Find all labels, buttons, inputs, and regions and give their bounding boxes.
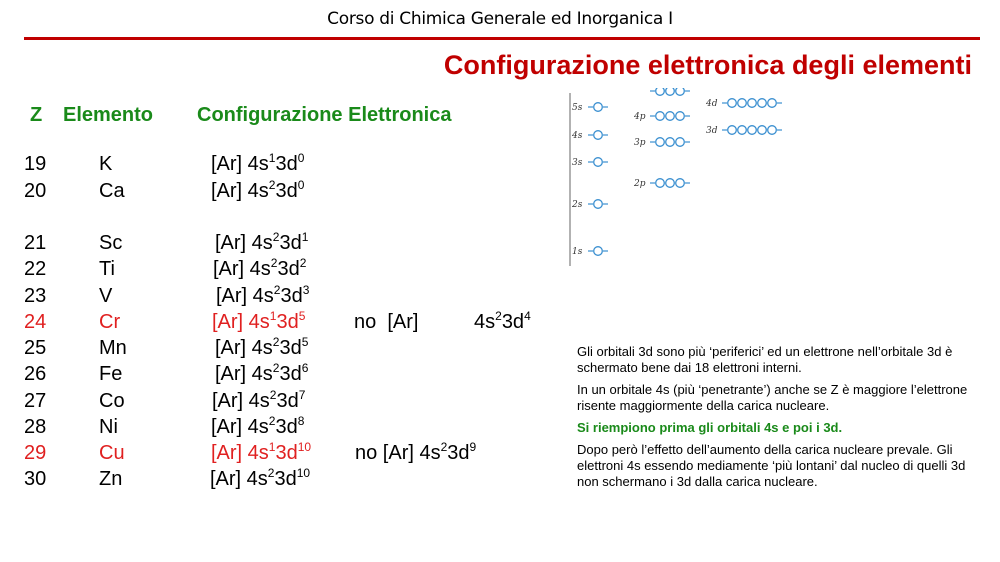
electron-configuration xyxy=(212,390,305,413)
orbital-level-2p xyxy=(633,179,690,189)
orbital-label: 3p xyxy=(634,138,646,148)
alternative-configuration-orbitals xyxy=(474,311,531,334)
orbital-label: 4d xyxy=(706,99,718,109)
config-core: [Ar] 4s xyxy=(215,232,273,254)
orbital-circle xyxy=(676,138,685,147)
config-core: [Ar] 4s xyxy=(212,390,270,412)
element-symbol: Ca xyxy=(99,180,125,202)
orbital-circle xyxy=(748,126,757,135)
config-core: [Ar] 4s xyxy=(216,285,274,307)
atomic-number: 22 xyxy=(24,258,47,280)
orbital-label: 4s xyxy=(572,131,583,141)
config-d-label: 3d xyxy=(275,153,298,175)
s-electrons: 1 xyxy=(269,309,277,323)
electron-configuration xyxy=(213,258,306,281)
orbital-circle xyxy=(768,99,777,108)
s-electrons: 2 xyxy=(272,230,280,244)
config-d-label: 3d xyxy=(279,232,302,254)
note-1: Gli orbitali 3d sono più ‘periferici’ ed un elettrone nell’orbitale 3d è schermato bene dai 18 elettroni interni. xyxy=(577,344,953,375)
atomic-number: 24 xyxy=(24,311,47,333)
alt-no: no xyxy=(354,311,377,333)
s-electrons: 2 xyxy=(267,466,275,480)
element-symbol: Co xyxy=(99,390,125,412)
config-core: [Ar] 4s xyxy=(213,258,271,280)
config-d-label: 3d xyxy=(276,311,299,333)
orbital-circle xyxy=(768,126,777,135)
course-header: Corso di Chimica Generale ed Inorganica I xyxy=(327,9,673,29)
d-electrons: 1 xyxy=(301,230,309,244)
config-core: [Ar] 4s xyxy=(215,363,273,385)
d-electrons: 3 xyxy=(302,283,310,297)
s-electrons: 2 xyxy=(272,335,280,349)
atomic-number: 26 xyxy=(24,363,47,385)
orbital-circle xyxy=(594,131,603,140)
electron-configuration xyxy=(211,416,304,439)
orbital-circle xyxy=(666,88,675,95)
electron-configuration xyxy=(210,468,310,491)
element-symbol: V xyxy=(99,285,113,307)
atomic-number: 25 xyxy=(24,337,47,359)
orbital-circle xyxy=(656,88,665,95)
atomic-number: 30 xyxy=(24,468,47,490)
orbital-circle xyxy=(594,200,603,209)
d-electrons: 6 xyxy=(301,361,309,375)
element-symbol: Ti xyxy=(99,258,115,280)
atomic-number: 29 xyxy=(24,442,47,464)
config-core: [Ar] 4s xyxy=(211,180,269,202)
config-d-label: 3d xyxy=(274,468,297,490)
orbital-level-3p xyxy=(634,138,690,148)
config-d-label: 3d xyxy=(275,416,298,438)
orbital-circle xyxy=(758,126,767,135)
d-electrons: 5 xyxy=(298,309,306,323)
config-core: [Ar] 4s xyxy=(211,153,269,175)
alt-d-label: 3d xyxy=(447,442,470,464)
d-electrons: 7 xyxy=(298,388,306,402)
config-d-label: 3d xyxy=(275,180,298,202)
element-symbol: Sc xyxy=(99,232,123,254)
orbital-circle xyxy=(728,126,737,135)
d-electrons: 0 xyxy=(297,151,305,165)
alt-no: no [Ar] 4s xyxy=(355,442,441,464)
atomic-number: 20 xyxy=(24,180,47,202)
d-electrons: 10 xyxy=(297,440,312,454)
d-electrons: 10 xyxy=(296,466,311,480)
orbital-circle xyxy=(758,99,767,108)
atomic-number: 19 xyxy=(24,153,47,175)
s-electrons: 1 xyxy=(268,151,276,165)
orbital-energy-diagram xyxy=(566,88,826,268)
orbital-circle xyxy=(594,103,603,112)
element-symbol: Fe xyxy=(99,363,123,385)
s-electrons: 2 xyxy=(273,283,281,297)
orbital-level-partial xyxy=(650,88,690,95)
orbital-circle xyxy=(666,138,675,147)
alt-core: [Ar] xyxy=(387,311,419,333)
orbital-circle xyxy=(666,179,675,188)
header-divider xyxy=(24,37,980,40)
orbital-circle xyxy=(738,99,747,108)
electron-configuration xyxy=(211,153,304,176)
config-core: [Ar] 4s xyxy=(212,311,270,333)
orbital-circle xyxy=(728,99,737,108)
d-electrons: 2 xyxy=(299,256,307,270)
orbital-level-1s xyxy=(572,247,608,257)
orbital-level-4p xyxy=(633,112,690,122)
orbital-label: 2s xyxy=(572,200,583,210)
orbital-label: 2p xyxy=(634,179,646,189)
config-d-label: 3d xyxy=(275,442,298,464)
orbital-level-4s xyxy=(571,131,608,141)
element-symbol: Mn xyxy=(99,337,127,359)
atomic-number: 23 xyxy=(24,285,47,307)
electron-configuration xyxy=(215,232,308,255)
electron-configuration xyxy=(216,285,309,308)
alt-s-electrons: 2 xyxy=(440,440,448,454)
column-header-z: Z xyxy=(30,104,43,126)
orbital-circle xyxy=(748,99,757,108)
alt-d-electrons: 4 xyxy=(524,309,531,323)
orbital-circle xyxy=(656,138,665,147)
d-electrons: 5 xyxy=(301,335,309,349)
explanation-notes xyxy=(577,344,977,496)
slide-title: Configurazione elettronica degli elementi xyxy=(443,50,972,80)
note-2: In un orbitale 4s (più ‘penetrante’) anche se Z è maggiore l’elettrone risente maggiormente della carica nucleare. xyxy=(577,382,968,413)
d-electrons: 0 xyxy=(297,178,305,192)
s-electrons: 1 xyxy=(268,440,276,454)
electron-configuration xyxy=(211,442,311,465)
orbital-label: 1s xyxy=(572,247,583,257)
electron-configuration xyxy=(215,337,308,360)
orbital-circle xyxy=(666,112,675,121)
element-symbol: Zn xyxy=(99,468,123,490)
note-4: Dopo però l’effetto dell’aumento della carica nucleare prevale. Gli elettroni 4s essendo mediamente ‘più lontani’ dal nucleo di quelli 3d non schermano i 3d dalla carica nucleare. xyxy=(577,442,966,489)
orbital-circle xyxy=(676,112,685,121)
orbital-level-4d xyxy=(705,99,782,109)
element-symbol: Cu xyxy=(99,442,125,464)
atomic-number: 28 xyxy=(24,416,47,438)
alternative-configuration xyxy=(355,442,476,465)
electron-configuration xyxy=(212,311,305,334)
element-symbol: Cr xyxy=(99,311,121,333)
orbital-circle xyxy=(738,126,747,135)
d-electrons: 8 xyxy=(297,414,305,428)
s-electrons: 2 xyxy=(269,388,277,402)
orbital-circle xyxy=(676,88,685,95)
alt-s-label: 4s xyxy=(474,311,496,333)
orbital-level-3s xyxy=(572,158,608,168)
alt-d-electrons: 9 xyxy=(469,440,477,454)
atomic-number: 21 xyxy=(24,232,47,254)
config-core: [Ar] 4s xyxy=(215,337,273,359)
orbital-circle xyxy=(594,158,603,167)
orbital-circle xyxy=(594,247,603,256)
orbital-label: 3s xyxy=(572,158,583,168)
alternative-configuration xyxy=(354,311,419,334)
s-electrons: 2 xyxy=(268,414,276,428)
column-header-element: Elemento xyxy=(63,104,154,126)
alt-d-label: 3d xyxy=(501,311,525,333)
alt-s-electrons: 2 xyxy=(495,309,502,323)
s-electrons: 2 xyxy=(272,361,280,375)
config-core: [Ar] 4s xyxy=(210,468,268,490)
config-core: [Ar] 4s xyxy=(211,416,269,438)
orbital-circle xyxy=(656,112,665,121)
orbital-circle xyxy=(676,179,685,188)
orbital-label: 3d xyxy=(706,126,718,136)
electron-configuration xyxy=(215,363,308,386)
config-d-label: 3d xyxy=(277,258,300,280)
electron-configuration xyxy=(211,180,304,203)
config-d-label: 3d xyxy=(276,390,299,412)
s-electrons: 2 xyxy=(268,178,276,192)
config-d-label: 3d xyxy=(279,337,302,359)
element-symbol: Ni xyxy=(99,416,118,438)
config-d-label: 3d xyxy=(279,363,302,385)
orbital-level-5s xyxy=(572,103,608,113)
column-header-config: Configurazione Elettronica xyxy=(197,104,452,126)
orbital-label: 4p xyxy=(634,112,646,122)
s-electrons: 2 xyxy=(270,256,278,270)
orbital-circle xyxy=(656,179,665,188)
note-3-highlight: Si riempiono prima gli orbitali 4s e poi i 3d. xyxy=(577,420,843,435)
orbital-label: 5s xyxy=(572,103,583,113)
config-core: [Ar] 4s xyxy=(211,442,269,464)
element-symbol: K xyxy=(99,153,113,175)
config-d-label: 3d xyxy=(280,285,303,307)
orbital-level-3d xyxy=(706,126,782,136)
orbital-level-2s xyxy=(571,200,608,210)
atomic-number: 27 xyxy=(24,390,47,412)
